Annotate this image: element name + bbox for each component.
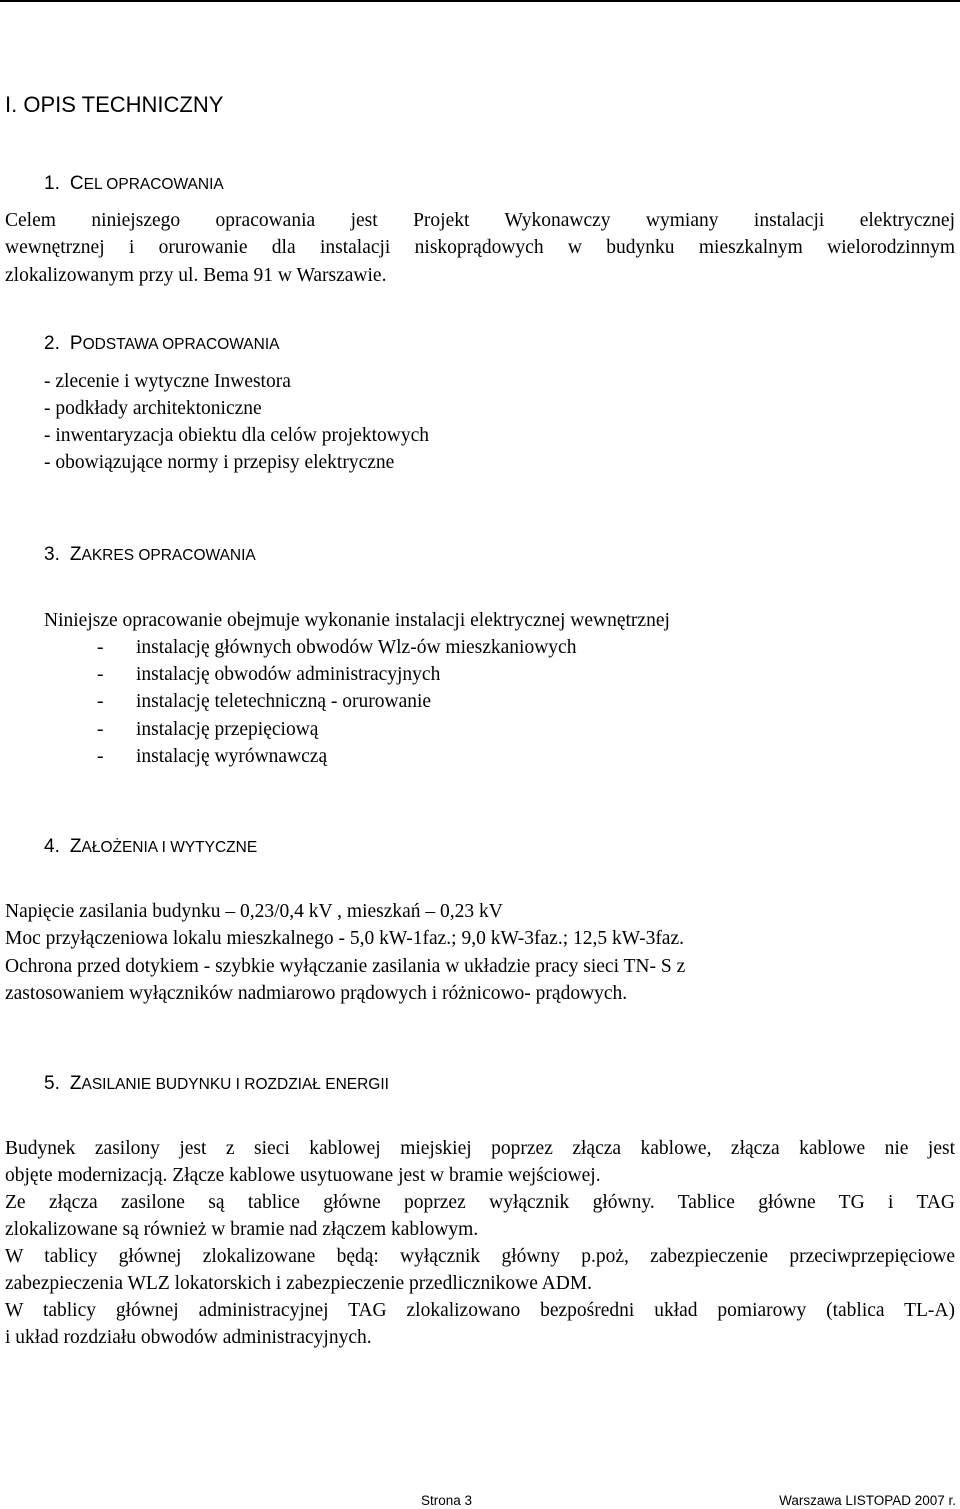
list-item: - obowiązujące normy i przepisy elektryczne bbox=[44, 452, 395, 473]
list-dash: - bbox=[97, 637, 104, 658]
paragraph-line: i układ rozdziału obwodów administracyjnych. bbox=[5, 1327, 372, 1348]
paragraph-line: zlokalizowanym przy ul. Bema 91 w Warszawie. bbox=[5, 265, 387, 286]
list-item: - inwentaryzacja obiektu dla celów projektowych bbox=[44, 425, 429, 446]
list-item: instalację obwodów administracyjnych bbox=[136, 664, 441, 685]
list-item: instalację teletechniczną - orurowanie bbox=[136, 691, 432, 712]
paragraph-line: zastosowaniem wyłączników nadmiarowo prądowych i różnicowo- prądowych. bbox=[5, 983, 628, 1004]
section-number: 2. bbox=[44, 333, 60, 354]
paragraph-line: wewnętrznej i orurowanie dla instalacji niskoprądowych w budynku mieszkalnym wielorodzinnym bbox=[5, 237, 955, 258]
top-rule bbox=[0, 0, 960, 2]
list-item: instalację głównych obwodów Wlz-ów mieszkaniowych bbox=[136, 637, 577, 658]
list-item: - podkłady architektoniczne bbox=[44, 398, 262, 419]
paragraph-line: Budynek zasilony jest z sieci kablowej miejskiej poprzez złącza kablowe, złącza kablowe nie jest bbox=[5, 1138, 955, 1159]
paragraph-line: Celem niniejszego opracowania jest Projekt Wykonawczy wymiany instalacji elektrycznej bbox=[5, 210, 955, 231]
paragraph-line: Ze złącza zasilone są tablice główne poprzez wyłącznik główny. Tablice główne TG i TAG bbox=[5, 1192, 955, 1213]
section-number: 5. bbox=[44, 1073, 60, 1094]
paragraph-line: zlokalizowane są również w bramie nad złączem kablowym. bbox=[5, 1219, 479, 1240]
footer-page-number: Strona 3 bbox=[421, 1493, 473, 1508]
paragraph-line: Ochrona przed dotykiem - szybkie wyłączanie zasilania w układzie pracy sieci TN- S z bbox=[5, 956, 686, 977]
paragraph-line: objęte modernizacją. Złącze kablowe usytuowane jest w bramie wejściowej. bbox=[5, 1165, 601, 1186]
paragraph-line: Moc przyłączeniowa lokalu mieszkalnego - 5,0 kW-1faz.; 9,0 kW-3faz.; 12,5 kW-3faz. bbox=[5, 928, 684, 949]
section-number: 1. bbox=[44, 173, 60, 194]
section-1-heading: 1. CEL OPRACOWANIA bbox=[44, 173, 224, 194]
list-dash: - bbox=[97, 746, 104, 767]
list-item: instalację przepięciową bbox=[136, 719, 319, 740]
list-item: instalację wyrównawczą bbox=[136, 746, 328, 767]
section-4-heading: 4. ZAŁOŻENIA I WYTYCZNE bbox=[44, 836, 258, 857]
paragraph-line: W tablicy głównej zlokalizowane będą: wyłącznik główny p.poż, zabezpieczenie przeciwprzepięciowe bbox=[5, 1246, 955, 1267]
list-dash: - bbox=[97, 691, 104, 712]
list-dash: - bbox=[97, 664, 104, 685]
footer-date: Warszawa LISTOPAD 2007 r. bbox=[779, 1493, 956, 1508]
document-title: I. OPIS TECHNICZNY bbox=[5, 92, 224, 117]
section-number: 4. bbox=[44, 836, 60, 857]
paragraph-line: Napięcie zasilania budynku – 0,23/0,4 kV , mieszkań – 0,23 kV bbox=[5, 901, 503, 922]
list-dash: - bbox=[97, 719, 104, 740]
section-number: 3. bbox=[44, 544, 60, 565]
section-5-heading: 5. ZASILANIE BUDYNKU I ROZDZIAŁ ENERGII bbox=[44, 1073, 389, 1094]
paragraph-line: W tablicy głównej administracyjnej TAG zlokalizowano bezpośredni układ pomiarowy (tablica TL-A) bbox=[5, 1300, 955, 1321]
section-3-heading: 3. ZAKRES OPRACOWANIA bbox=[44, 544, 256, 565]
paragraph-line: zabezpieczenia WLZ lokatorskich i zabezpieczenie przedlicznikowe ADM. bbox=[5, 1273, 593, 1294]
paragraph-line: Niniejsze opracowanie obejmuje wykonanie instalacji elektrycznej wewnętrznej bbox=[44, 610, 670, 631]
section-2-heading: 2. PODSTAWA OPRACOWANIA bbox=[44, 333, 280, 354]
list-item: - zlecenie i wytyczne Inwestora bbox=[44, 371, 291, 392]
